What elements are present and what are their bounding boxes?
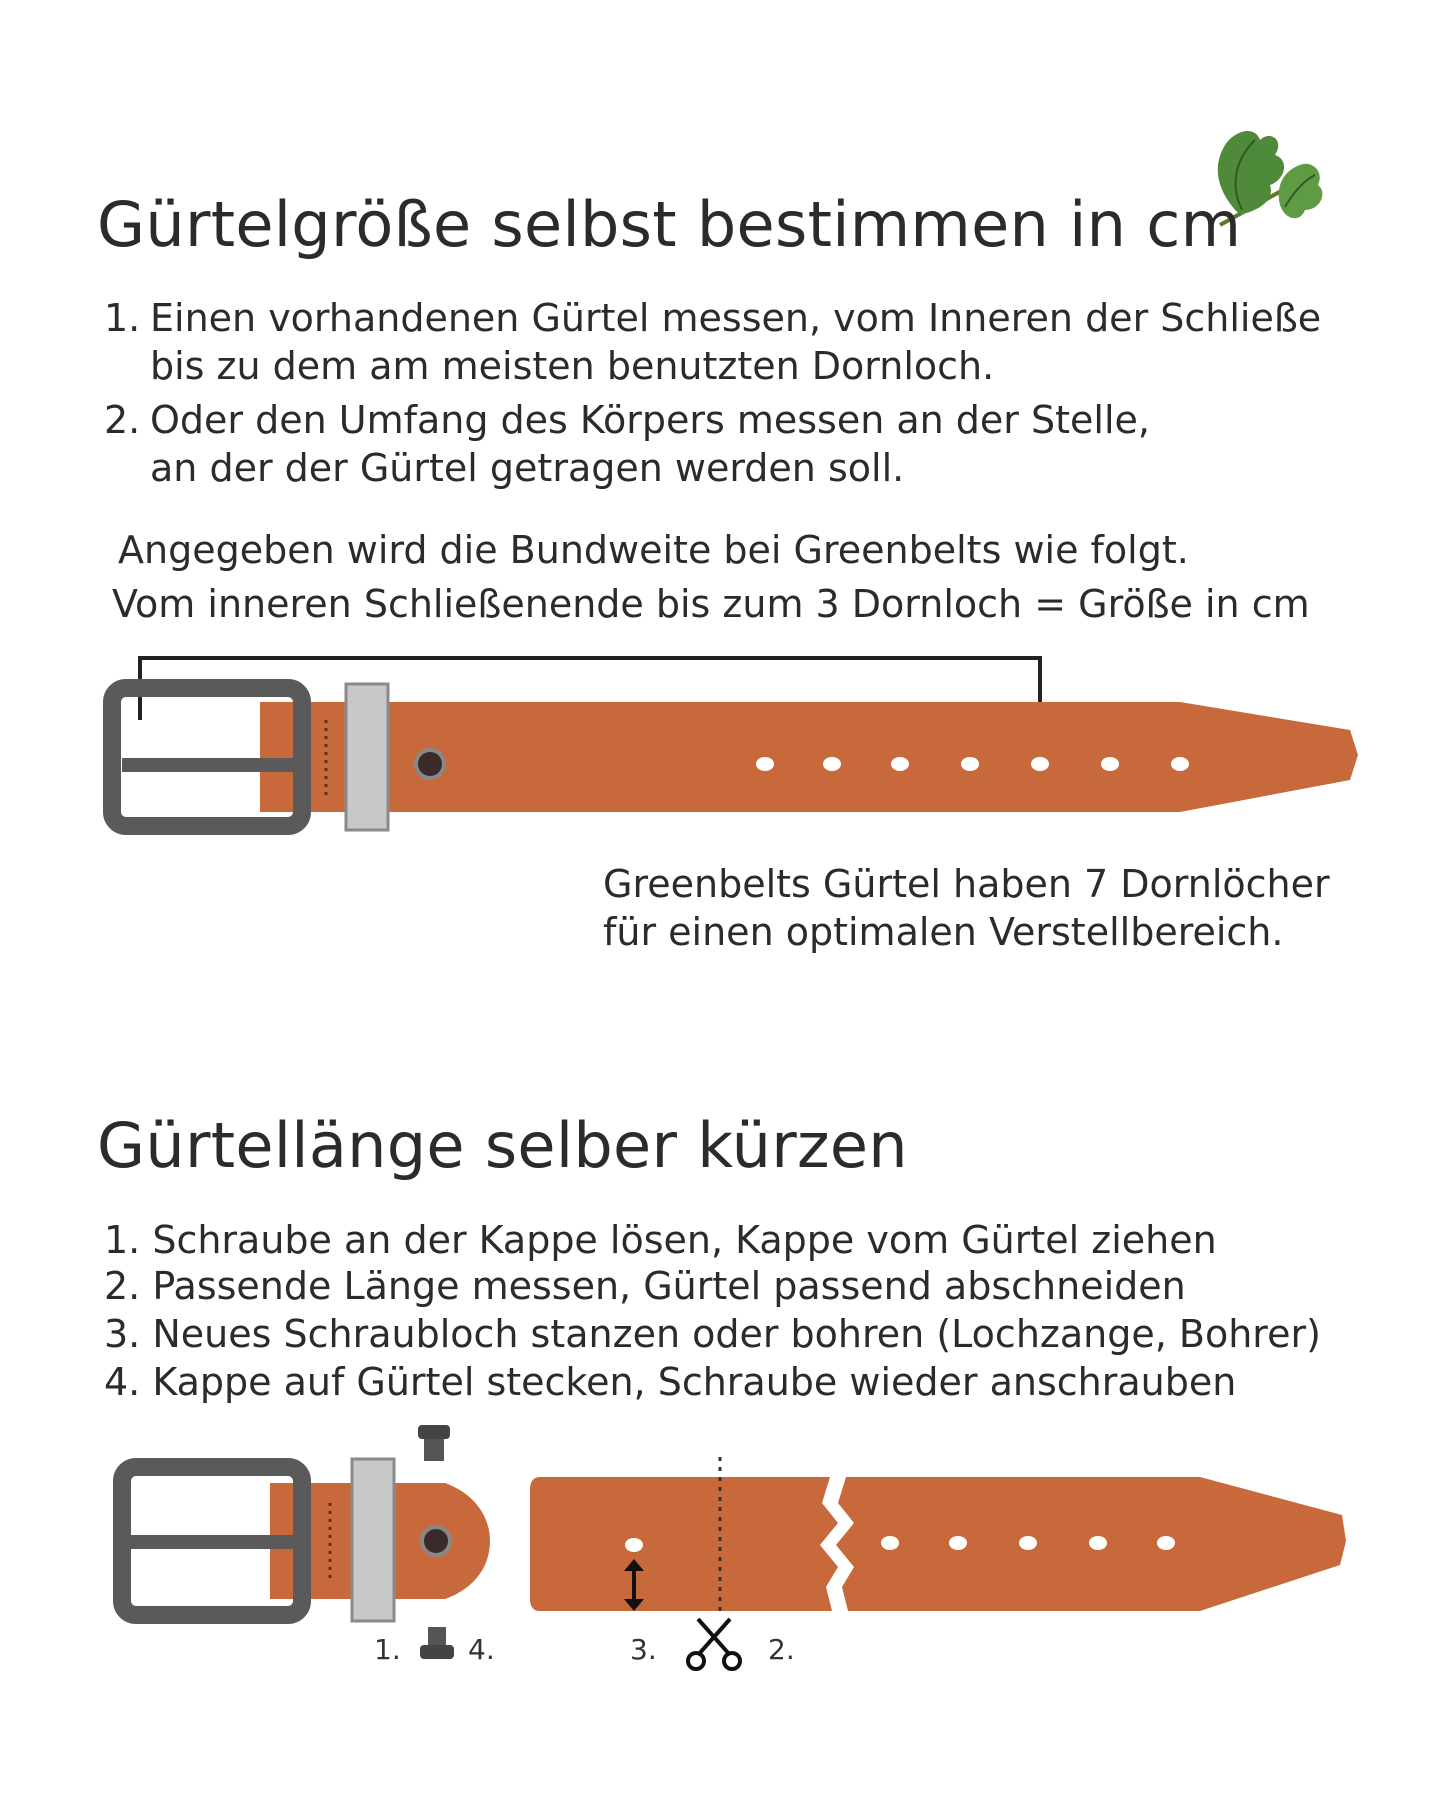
step-number: 2. <box>104 398 141 442</box>
belt-hole <box>1157 1536 1175 1550</box>
belt-size-diagram <box>0 640 1440 870</box>
belt-hole <box>881 1536 899 1550</box>
buckle-prong <box>122 758 302 772</box>
screw-icon <box>418 1425 450 1461</box>
step-text: Einen vorhandenen Gürtel messen, vom Inneren der Schließe <box>150 296 1322 340</box>
belt-hole <box>1171 757 1189 771</box>
belt-shorten-diagram <box>0 1415 1440 1690</box>
belt-hole <box>1031 757 1049 771</box>
shorten-step-2: 2. Passende Länge messen, Gürtel passend abschneiden <box>104 1264 1186 1308</box>
rivet <box>416 750 444 778</box>
label-screw-tighten: 4. <box>468 1633 495 1666</box>
belt-hole <box>1019 1536 1037 1550</box>
belt-hole <box>1089 1536 1107 1550</box>
shorten-step-4: 4. Kappe auf Gürtel stecken, Schraube wieder anschrauben <box>104 1360 1237 1404</box>
belt-hole <box>891 757 909 771</box>
screw-icon <box>420 1627 454 1659</box>
step-number: 1. <box>104 296 141 340</box>
shorten-step-3: 3. Neues Schraubloch stanzen oder bohren (Lochzange, Bohrer) <box>104 1312 1321 1356</box>
holes-callout-line2: für einen optimalen Verstellbereich. <box>603 910 1284 954</box>
step2-line1 <box>104 398 1150 444</box>
belt-hole <box>1101 757 1119 771</box>
section1-title: Gürtelgröße selbst bestimmen in cm <box>97 188 1242 261</box>
buckle-prong <box>130 1535 310 1549</box>
label-screw-loosen: 1. <box>374 1633 401 1666</box>
belt-hole <box>961 757 979 771</box>
new-screw-hole <box>625 1538 643 1552</box>
shorten-step-1: 1. Schraube an der Kappe lösen, Kappe vom Gürtel ziehen <box>104 1218 1217 1262</box>
step2-line2: an der der Gürtel getragen werden soll. <box>150 446 905 490</box>
holes-callout-line1: Greenbelts Gürtel haben 7 Dornlöcher <box>603 862 1330 906</box>
step-text: Oder den Umfang des Körpers messen an der Stelle, <box>150 398 1150 442</box>
size-note-line2: Vom inneren Schließenende bis zum 3 Dornloch = Größe in cm <box>112 582 1310 626</box>
belt-keeper <box>352 1459 394 1621</box>
rivet <box>422 1527 450 1555</box>
section2-title: Gürtellänge selber kürzen <box>97 1109 908 1182</box>
belt-hole <box>823 757 841 771</box>
belt-hole <box>949 1536 967 1550</box>
label-punch: 3. <box>630 1633 657 1666</box>
belt-hole <box>756 757 774 771</box>
step1-line1 <box>104 296 1321 342</box>
scissors-icon <box>688 1619 740 1669</box>
size-note-line1: Angegeben wird die Bundweite bei Greenbelts wie folgt. <box>118 528 1189 572</box>
step1-line2: bis zu dem am meisten benutzten Dornloch. <box>150 344 995 388</box>
belt-strap-left-part <box>530 1477 838 1611</box>
belt-keeper <box>346 684 388 830</box>
label-cut: 2. <box>768 1633 795 1666</box>
